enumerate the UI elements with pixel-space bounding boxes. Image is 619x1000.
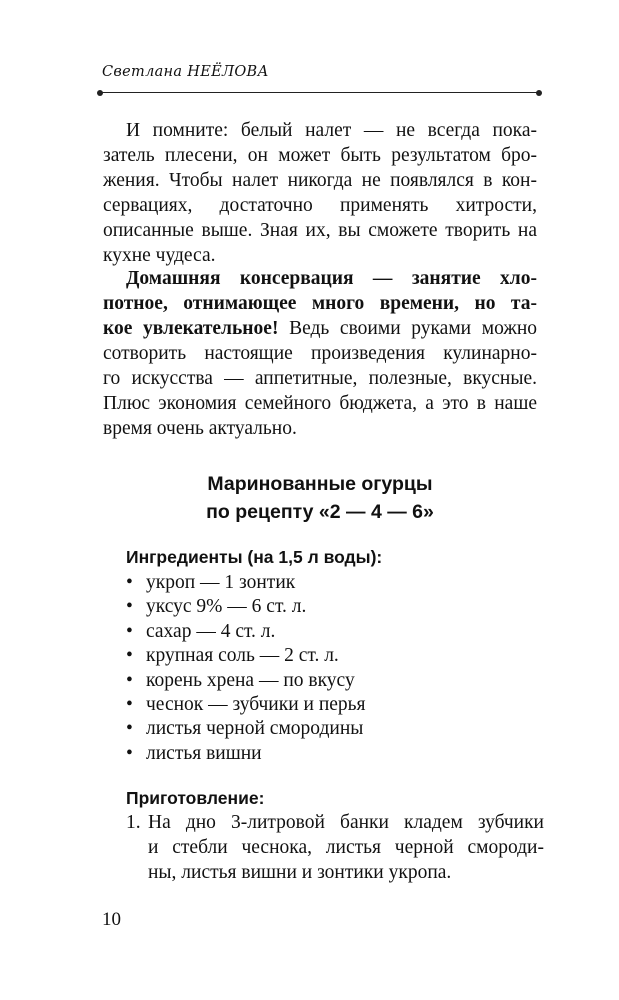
list-item: • уксус 9% — 6 ст. л. (126, 595, 366, 619)
ingredients-list (126, 571, 366, 766)
text-line: описанные выше. Зная их, вы сможете творить на (103, 220, 537, 241)
list-item: • крупная соль — 2 ст. л. (126, 644, 366, 668)
ingredients-heading: Ингредиенты (на 1,5 л воды): (126, 547, 383, 567)
bold-text: кое увлекательное! (103, 318, 279, 339)
running-head: Светлана НЕЁЛОВА (102, 64, 269, 80)
recipe-title-line-2: по рецепту «2 — 4 — 6» (206, 501, 434, 523)
text-line: и стебли чеснока, листья черной смороди- (148, 837, 544, 858)
text-run: Ведь своими руками можно (278, 318, 538, 339)
text-line: сотворить настоящие произведения кулинарно- (103, 343, 537, 364)
text-line: го искусства — аппетитные, полезные, вкусные. (103, 368, 537, 389)
text-line: На дно 3-литровой банки кладем зубчики (148, 812, 544, 833)
bold-text: потное, отнимающее много времени, но та- (103, 293, 537, 314)
rule-dot-right (536, 90, 542, 96)
recipe-title (103, 470, 537, 526)
preparation-step-1 (126, 810, 544, 885)
list-item: • укроп — 1 зонтик (126, 571, 366, 595)
paragraph-1 (103, 118, 537, 268)
text-line (103, 266, 537, 291)
list-item: • сахар — 4 ст. л. (126, 620, 366, 644)
list-item: • корень хрена — по вкусу (126, 669, 366, 693)
bold-text: Домашняя консервация — занятие хло- (126, 268, 537, 289)
recipe-title-line-1: Маринованные огурцы (207, 473, 433, 495)
text-line: Плюс экономия семейного бюджета, а это в наше (103, 393, 537, 414)
preparation-heading: Приготовление: (126, 788, 265, 808)
step-number: 1. (126, 812, 141, 833)
header-rule (99, 92, 540, 93)
list-item: • чеснок — зубчики и перья (126, 693, 366, 717)
list-item: • листья черной смородины (126, 717, 366, 741)
page-number: 10 (102, 909, 121, 930)
text-line: сервациях, достаточно применять хитрости, (103, 195, 537, 216)
text-line: время очень актуально. (103, 418, 297, 439)
paragraph-2 (103, 266, 537, 441)
text-line: И помните: белый налет — не всегда пока- (126, 120, 537, 141)
list-item: • листья вишни (126, 742, 366, 766)
text-line: ны, листья вишни и зонтики укропа. (148, 862, 452, 883)
step-text (148, 810, 544, 885)
text-line: жения. Чтобы налет никогда не появлялся в кон- (103, 170, 537, 191)
text-line (103, 316, 537, 341)
text-line: затель плесени, он может быть результатом бро- (103, 145, 537, 166)
text-line (103, 291, 537, 316)
text-line: кухне чудеса. (103, 245, 216, 266)
rule-dot-left (97, 90, 103, 96)
